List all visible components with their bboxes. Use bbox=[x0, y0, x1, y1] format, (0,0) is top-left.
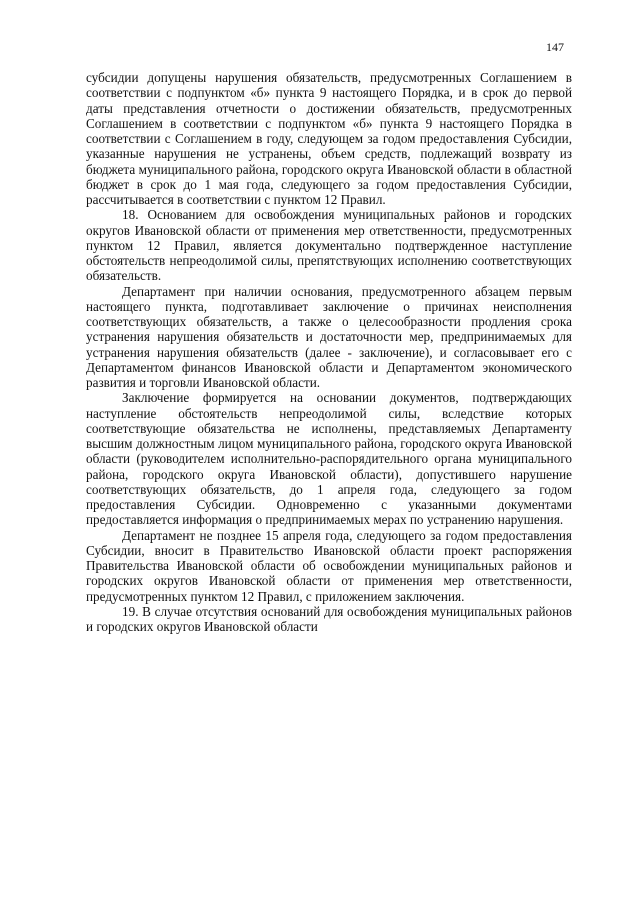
paragraph-conclusion-basis: Заключение формируется на основании документов, подтверждающих наступление обстоятельств непреодолимой силы, вследствие которых соответствующие обязательства не исполнены, представляемых Департаменту высшим должностным лицом муниципального района, городского округа Ивановской области (руководителем исполнительно-распорядительного органа муниципального района, городского округа Ивановской области), допустившего нарушение соответствующих обязательств, до 1 апреля года, следующего за годом предоставления Субсидии. Одновременно с указанными документами предоставляется информация о предпринимаемых мерах по устранению нарушения. bbox=[86, 390, 572, 528]
paragraph-department-conclusion: Департамент при наличии основания, предусмотренного абзацем первым настоящего пункта, подготавливает заключение о причинах неисполнения соответствующих обязательств, а также о целесообразности продления срока устранения нарушения обязательств и достаточности мер, предпринимаемых для устранения нарушения обязательств (далее - заключение), и согласовывает его с Департаментом финансов Ивановской области и Департаментом экономического развития и торговли Ивановской области. bbox=[86, 283, 572, 390]
paragraph-department-deadline: Департамент не позднее 15 апреля года, следующего за годом предоставления Субсидии, вносит в Правительство Ивановской области проект распоряжения Правительства Ивановской области об освобождении муниципальных районов и городских округов Ивановской области от применения мер ответственности, предусмотренных пунктом 12 Правил, с приложением заключения. bbox=[86, 527, 572, 604]
document-body bbox=[86, 70, 572, 634]
paragraph-item-18: 18. Основанием для освобождения муниципальных районов и городских округов Ивановской области от применения мер ответственности, предусмотренных пунктом 12 Правил, является документально подтвержденное наступление обстоятельств непреодолимой силы, препятствующих исполнению соответствующих обязательств. bbox=[86, 207, 572, 284]
page-number: 147 bbox=[546, 40, 564, 54]
paragraph-item-19: 19. В случае отсутствия оснований для освобождения муниципальных районов и городских округов Ивановской области bbox=[86, 603, 572, 634]
paragraph-continuation: субсидии допущены нарушения обязательств, предусмотренных Соглашением в соответствии с подпунктом «б» пункта 9 настоящего Порядка, и в срок до первой даты представления отчетности о достижении обязательств, предусмотренных Соглашением в соответствии с подпунктом «б» пункта 9 настоящего Порядка в соответствии с Соглашением в году, следующем за годом предоставления Субсидии, указанные нарушения не устранены, объем средств, подлежащий возврату из бюджета муниципального района, городского округа Ивановской области в областной бюджет в срок до 1 мая года, следующего за годом предоставления Субсидии, рассчитывается в соответствии с пунктом 12 Правил. bbox=[86, 70, 572, 207]
